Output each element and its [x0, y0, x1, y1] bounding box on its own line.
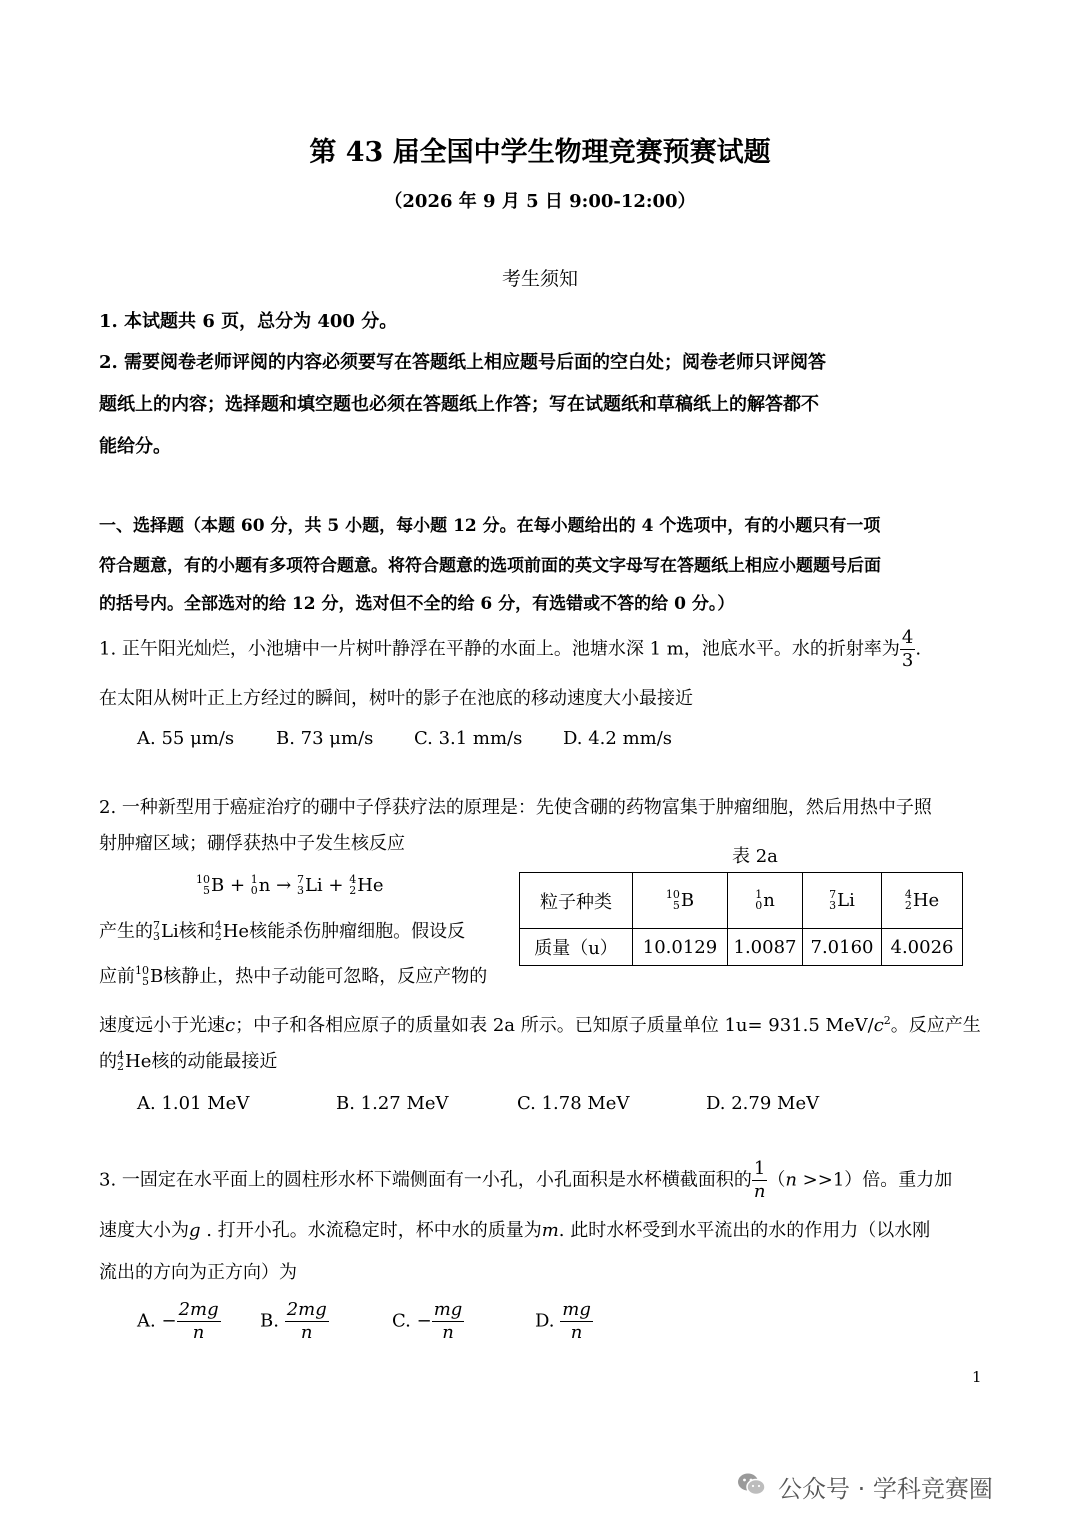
notice-item-1: 1. 本试题共 6 页，总分为 400 分。: [99, 311, 398, 332]
nuclide-li7-inline: 7 3 Li: [153, 919, 179, 943]
q2-nuclear-equation: [196, 872, 384, 900]
q1-line-1-text: 1. 正午阳光灿烂，小池塘中一片树叶静浮在平静的水面上。池塘水深 1 m，池底水平。水的折射率为: [99, 638, 900, 660]
table-cell: 1.0087: [728, 929, 803, 966]
q2-option-c: C. 1.78 MeV: [517, 1093, 630, 1114]
q3-line-1-n: n: [785, 1169, 797, 1191]
q3-option-a: A. − $\frac{2mg}{n}$: [137, 1299, 219, 1343]
q2-line-4: [99, 963, 487, 991]
q1-line-2: 在太阳从树叶正上方经过的瞬间，树叶的影子在池底的移动速度大小最接近: [99, 688, 693, 709]
q2-line-4-a: 应前: [99, 966, 135, 987]
q2-line-3-b: 核和: [178, 921, 215, 942]
q2-line-5-b: ；中子和各相应原子的质量如表 2a 所示。已知原子质量单位 1u= 931.5 MeV/: [235, 1015, 874, 1036]
q1-option-a: A. 55 μm/s: [137, 728, 235, 749]
q3-line-3: 流出的方向为正方向）为: [99, 1262, 297, 1283]
nuclide-b10-inline: 10 5 B: [135, 964, 164, 988]
q1-frac-den: 3: [901, 650, 914, 671]
table-cell: 4 2 He: [882, 873, 963, 929]
q2-line-2: 射肿瘤区域；硼俘获热中子发生核反应: [99, 833, 405, 854]
exam-date: （2026 年 9 月 5 日 9:00-12:00）: [384, 191, 696, 212]
q3-line-2: [99, 1220, 930, 1242]
q2-option-b: B. 1.27 MeV: [336, 1093, 449, 1114]
q1-line-1-end: .: [915, 638, 922, 660]
q2-line-5: [99, 1010, 981, 1037]
q2-line-5-c: c: [225, 1015, 236, 1036]
q2-line-6-b: 核的动能最接近: [151, 1051, 278, 1072]
page-title: 第 43 届全国中学生物理竞赛预赛试题: [309, 137, 771, 168]
q2-line-1: 2. 一种新型用于癌症治疗的硼中子俘获疗法的原理是：先使含硼的药物富集于肿瘤细胞，然后用热中子照: [99, 797, 932, 818]
q2-line-4-b: 核静止，热中子动能可忽略，反应产物的: [163, 966, 488, 987]
table-cell: 4.0026: [882, 929, 963, 966]
q2-option-a: A. 1.01 MeV: [137, 1093, 250, 1114]
table-row: [520, 929, 963, 966]
q2-line-3-a: 产生的: [99, 921, 153, 942]
table-cell: 粒子种类: [520, 873, 633, 929]
notice-item-2-line-2: 题纸上的内容；选择题和填空题也必须在答题纸上作答；写在试题纸和草稿纸上的解答都不: [99, 394, 819, 415]
eq-plus-2: +: [328, 875, 344, 896]
q3-line-1-b: （: [767, 1169, 786, 1191]
q3-line-1-a: 3. 一固定在水平面上的圆柱形水杯下端侧面有一小孔，小孔面积是水杯横截面积的: [99, 1169, 752, 1191]
q3-line-1: [99, 1158, 952, 1203]
q1-option-b: B. 73 μm/s: [276, 728, 374, 749]
notice-heading: 考生须知: [501, 268, 578, 290]
q2-line-6-a: 的: [99, 1051, 117, 1072]
q3-line-2-c: . 此时水杯受到水平流出的水的作用力（以水刚: [558, 1220, 931, 1241]
table-cell: 7.0160: [803, 929, 882, 966]
q3-line-1-c: >>1）倍。重力加: [796, 1169, 953, 1191]
q1-frac-num: 4: [901, 627, 914, 648]
nuclide-b10: 10 5 B: [196, 873, 225, 897]
table-cell: 质量（u）: [520, 929, 633, 966]
q3-option-d: D. $\frac{mg}{n}$: [535, 1299, 591, 1343]
eq-arrow: →: [276, 875, 292, 896]
notice-item-2-line-1: 2. 需要阅卷老师评阅的内容必须要写在答题纸上相应题号后面的空白处；阅卷老师只评阅答: [99, 352, 827, 373]
nuclide-he4-inline-2: 4 2 He: [117, 1049, 152, 1073]
q2-line-5-end: 。反应产生: [890, 1015, 981, 1036]
q2-line-3-c: 核能杀伤肿瘤细胞。假设反: [249, 921, 466, 942]
section-1-line-3: 的括号内。全部选对的给 12 分，选对但不全的给 6 分，有选错或不答的给 0 分。）: [99, 594, 735, 614]
q1-option-c: C. 3.1 mm/s: [414, 728, 523, 749]
q3-line-2-g: g: [189, 1220, 201, 1241]
wechat-icon: [737, 1472, 767, 1498]
q3-line-2-a: 速度大小为: [99, 1220, 189, 1241]
table-2a: [519, 872, 963, 966]
q2-line-3: [99, 918, 465, 946]
table-cell: 10 5 B: [633, 873, 728, 929]
nuclide-he4-inline: 4 2 He: [214, 919, 250, 943]
q2-line-5-c2: c: [873, 1015, 884, 1036]
q3-line-2-b: . 打开小孔。水流稳定时，杯中水的质量为: [200, 1220, 542, 1241]
q2-option-d: D. 2.79 MeV: [706, 1093, 820, 1114]
q3-fraction: [752, 1158, 767, 1203]
table-row: [520, 873, 963, 929]
table-cell: 1 0 n: [728, 873, 803, 929]
q3-option-c: C. − $\frac{mg}{n}$: [392, 1299, 463, 1343]
q3-line-2-m: m: [541, 1220, 559, 1241]
q3-frac-den: n: [753, 1181, 766, 1202]
section-1-line-2: 符合题意，有的小题有多项符合题意。将符合题意的选项前面的英文字母写在答题纸上相应小题题号后面: [99, 556, 881, 576]
q2-line-6: [99, 1048, 277, 1076]
q3-frac-num: 1: [753, 1158, 766, 1179]
page-number: 1: [972, 1368, 982, 1386]
q2-line-5-sup: 2: [883, 1014, 891, 1027]
nuclide-he4: 4 2 He: [349, 873, 384, 897]
nuclide-li7: 7 3 Li: [296, 873, 323, 897]
q1-line-1: [99, 627, 921, 672]
eq-plus-1: +: [229, 875, 246, 896]
table-2a-caption: 表 2a: [732, 846, 778, 867]
table-cell: 10.0129: [633, 929, 728, 966]
q1-fraction: [900, 627, 915, 672]
nuclide-n1: 1 0 n: [250, 873, 271, 897]
watermark-text: 公众号 · 学科竞赛圈: [778, 1475, 993, 1503]
q3-option-b: B. $\frac{2mg}{n}$: [260, 1299, 327, 1343]
table-cell: 7 3 Li: [803, 873, 882, 929]
section-1-line-1: 一、选择题（本题 60 分，共 5 小题，每小题 12 分。在每小题给出的 4 个选项中，有的小题只有一项: [99, 516, 881, 536]
notice-item-2-line-3: 能给分。: [99, 436, 171, 457]
q2-line-5-a: 速度远小于光速: [99, 1015, 225, 1036]
q1-option-d: D. 4.2 mm/s: [563, 728, 673, 749]
